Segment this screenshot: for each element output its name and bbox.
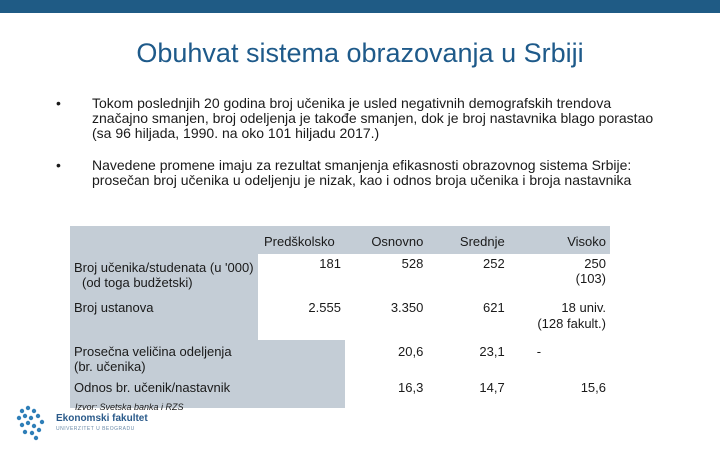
faculty-logo-icon xyxy=(14,405,154,445)
cell-preschool-empty xyxy=(258,340,345,376)
header-higher: Visoko xyxy=(509,226,610,254)
header-empty xyxy=(70,226,258,254)
bullet-text: Navedene promene imaju za rezultat smanjenja efikasnosti obrazovnog sistema Srbije: prosečan broj učenika u odeljenju je nizak, kao i odnos broja učenika i broja nastavnika xyxy=(92,157,632,188)
cell-primary: 3.350 xyxy=(390,300,424,315)
table-header-row xyxy=(70,226,610,254)
cell-preschool: 2.555 xyxy=(308,300,341,315)
cell-higher-sub: (128 fakult.) xyxy=(537,316,606,331)
logo-subtitle: UNIVERZITET U BEOGRADU xyxy=(56,426,135,432)
table-row xyxy=(70,254,610,298)
bullet-list xyxy=(56,96,656,205)
cell-primary: 528 xyxy=(401,256,424,271)
cell-higher-sub: (103) xyxy=(575,271,606,286)
cell-higher: 18 univ. xyxy=(561,300,606,315)
header-primary: Osnovno xyxy=(345,226,427,254)
slide-title: Obuhvat sistema obrazovanja u Srbiji xyxy=(136,38,584,68)
cell-preschool: 181 xyxy=(319,256,341,271)
table-row xyxy=(70,340,610,376)
bullet-dot: • xyxy=(56,95,61,111)
bullet-text: Tokom poslednjih 20 godina broj učenika je usled negativnih demografskih trendova značajno smanjen, broj odeljenja je takođe smanjen, dok je broj nastavnika blago porastao (sa 96 hiljada, 1990. na oko 101 hiljadu 2017.) xyxy=(92,95,654,141)
header-secondary: Srednje xyxy=(427,226,508,254)
cell-primary: 16,3 xyxy=(398,380,424,395)
source-note: Izvor: Svetska banka i RZS xyxy=(75,402,184,412)
education-table xyxy=(70,226,610,408)
bullet-dot: • xyxy=(56,157,61,173)
logo-name: Ekonomski fakultet xyxy=(56,413,148,424)
row-label: Prosečna veličina odeljenja xyxy=(74,344,232,359)
row-label: Odnos br. učenik/nastavnik xyxy=(74,380,231,395)
row-label: Broj učenika/studenata (u '000) xyxy=(74,260,254,275)
cell-higher: - xyxy=(536,344,542,359)
cell-preschool-empty xyxy=(258,376,345,408)
cell-secondary: 14,7 xyxy=(479,380,505,395)
cell-higher: 250 xyxy=(584,256,606,271)
bullet-item xyxy=(56,158,656,188)
cell-secondary: 23,1 xyxy=(479,344,505,359)
bullet-item xyxy=(56,96,656,141)
header-preschool: Predškolsko xyxy=(258,226,345,254)
top-accent-bar xyxy=(0,0,720,13)
table-row xyxy=(70,298,610,340)
row-label: Broj ustanova xyxy=(74,300,154,315)
cell-secondary: 252 xyxy=(483,256,505,271)
cell-secondary: 621 xyxy=(483,300,505,315)
cell-primary: 20,6 xyxy=(398,344,424,359)
row-label-sub: (od toga budžetski) xyxy=(82,275,193,290)
cell-higher: 15,6 xyxy=(580,380,606,395)
row-label-sub: (br. učenika) xyxy=(74,359,146,374)
